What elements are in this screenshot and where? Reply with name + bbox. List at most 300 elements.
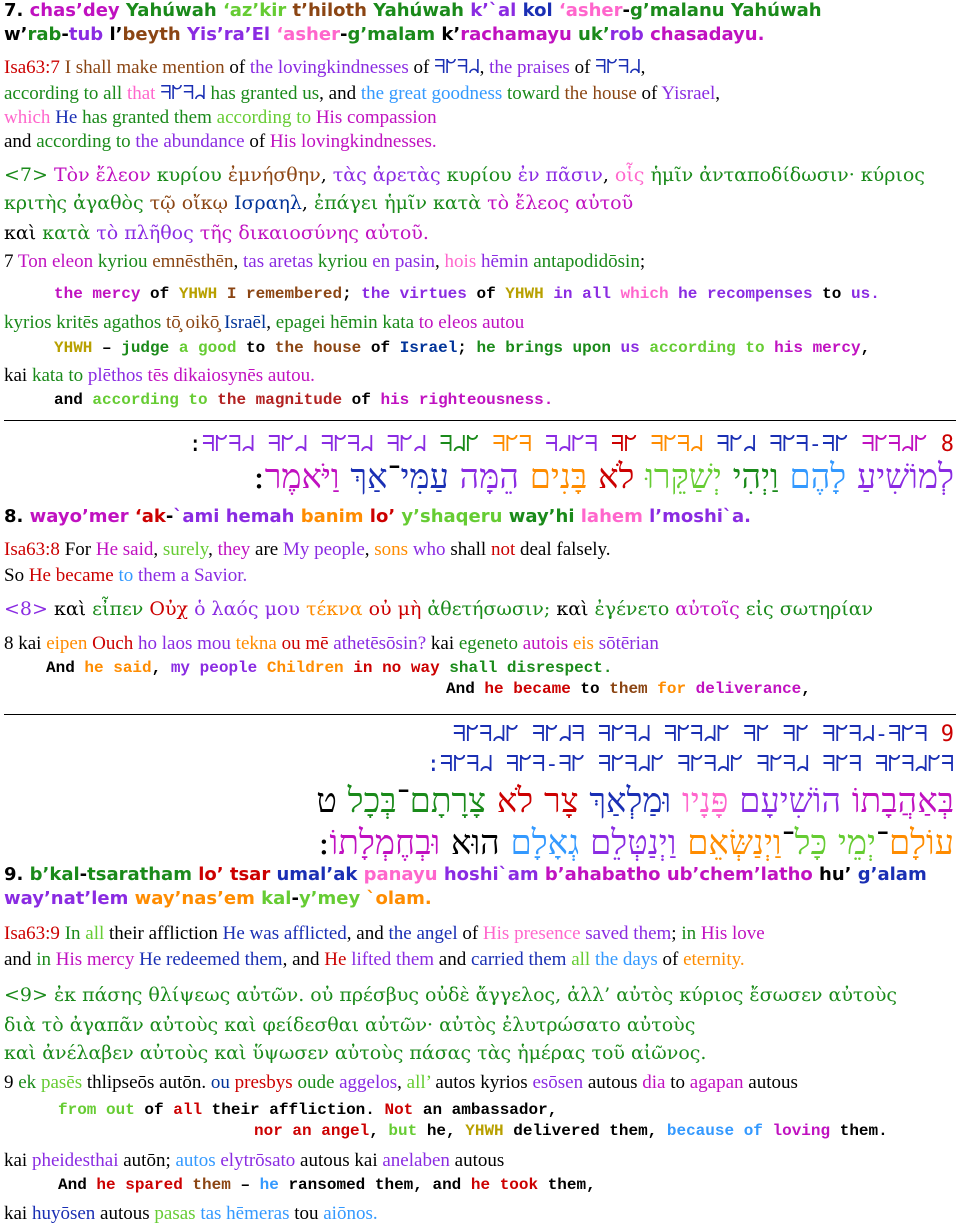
text-segment: וּבְחֶמְלָתוֹ	[329, 823, 441, 863]
text-segment: l’	[109, 24, 123, 45]
text-segment: eternity.	[683, 949, 745, 970]
text-segment: he	[259, 1176, 289, 1194]
text-segment: καὶ	[53, 598, 93, 620]
text-segment: –	[102, 339, 122, 357]
text-line-40	[4, 1204, 378, 1223]
text-segment: ἐπάγει ἡμῖν κατὰ	[314, 192, 488, 214]
text-segment: ᖷᖸᖹ ᖷᖸᖷ-ᖷᖸ	[716, 432, 862, 457]
text-segment: He was afflicted	[222, 923, 347, 944]
text-segment: t’hiloth	[292, 0, 374, 21]
text-line-0	[4, 2, 822, 20]
text-segment: hēmin	[330, 312, 383, 333]
text-segment: has granted us	[210, 83, 320, 104]
text-segment: kai	[18, 633, 47, 654]
text-segment: umal’ak	[276, 864, 364, 885]
text-segment: them.	[839, 1122, 888, 1140]
text-segment: ־	[781, 823, 795, 863]
text-segment: hēmin	[480, 251, 534, 272]
text-segment: ט	[316, 781, 337, 821]
text-segment: ou mē	[281, 633, 334, 654]
text-segment: YHWH	[178, 285, 227, 303]
text-segment: בָּנִים	[518, 457, 588, 497]
text-segment: וַיְנַשְּׂאֵם	[676, 823, 782, 863]
text-line-18	[4, 540, 611, 559]
text-segment: ,	[364, 539, 375, 560]
text-segment: וַיְנַטְּלֵם	[579, 823, 677, 863]
text-line-21	[4, 634, 659, 653]
text-segment: הוֹשִׁיעָם	[728, 781, 842, 821]
text-line-32	[4, 986, 897, 1005]
text-segment: are	[255, 539, 283, 560]
text-segment: from out	[58, 1101, 145, 1119]
text-segment: a good	[178, 339, 247, 357]
text-segment: And	[446, 680, 485, 698]
text-line-17	[4, 508, 751, 526]
text-segment: kata	[382, 312, 419, 333]
text-segment: way’hi	[508, 506, 581, 527]
text-segment: for	[657, 680, 696, 698]
text-segment: , and	[346, 923, 389, 944]
text-segment: καὶ	[556, 598, 595, 620]
text-line-27	[318, 823, 954, 863]
text-segment: His presence	[482, 923, 586, 944]
text-segment: ὁ λαός	[194, 598, 265, 620]
text-segment: tekna	[235, 633, 282, 654]
text-segment: ho laos	[138, 633, 198, 654]
text-segment: rachamayu	[460, 24, 579, 45]
text-segment: kai	[4, 365, 32, 386]
text-segment: καὶ	[4, 222, 43, 244]
text-segment: He	[139, 949, 166, 970]
text-segment: autous	[748, 1072, 798, 1093]
text-segment: עַמִּי	[400, 457, 449, 497]
text-segment: of	[370, 339, 400, 357]
text-segment: his righteousness.	[380, 391, 554, 409]
text-segment: he said	[84, 659, 152, 677]
text-line-9	[4, 252, 645, 271]
text-line-12	[54, 340, 870, 356]
text-segment: Israel	[399, 339, 458, 357]
text-segment: tsaratham	[87, 864, 199, 885]
text-segment: hemah	[225, 506, 301, 527]
text-segment: delivered them,	[513, 1122, 667, 1140]
text-line-20	[4, 600, 873, 619]
text-segment: autos	[175, 1150, 221, 1171]
text-segment: ᖷᖸᖷᖹ	[434, 57, 480, 78]
text-segment: ᖷᖸᖷᖹ	[650, 432, 717, 457]
text-segment: tsar	[229, 864, 277, 885]
text-segment: αὐτὸς ἐλυτρώσατο αὐτοὺς	[439, 1014, 696, 1036]
text-segment: ‘asher	[558, 0, 623, 21]
text-segment: And	[58, 1176, 97, 1194]
text-segment: –	[240, 1176, 260, 1194]
text-segment: us.	[850, 285, 880, 303]
text-segment: redeemed them	[166, 949, 283, 970]
text-segment: εἰς σωτηρίαν	[745, 598, 874, 620]
text-segment: to	[580, 680, 610, 698]
text-segment: καὶ φείδεσθαι αὐτῶν·	[224, 1014, 440, 1036]
text-segment: agathos	[103, 312, 167, 333]
text-line-29	[4, 890, 432, 908]
text-line-19	[4, 566, 247, 585]
text-segment: nor an angel	[254, 1122, 370, 1140]
text-segment: the lovingkindnesses	[249, 57, 414, 78]
text-segment: τῆς δικαιοσύνης αὐτοῦ.	[199, 222, 429, 244]
text-segment: My people	[282, 539, 365, 560]
text-segment: צָרָתָם	[409, 781, 487, 821]
divider-rule	[4, 420, 956, 421]
text-segment: 7	[4, 251, 18, 272]
text-segment: ,	[208, 539, 218, 560]
text-segment: lahem	[580, 506, 650, 527]
text-segment: mou	[197, 633, 236, 654]
text-line-31	[4, 950, 745, 969]
text-segment: has granted them	[82, 107, 217, 128]
text-segment: ,	[301, 192, 314, 214]
text-segment: the mercy	[54, 285, 151, 303]
text-segment: of	[144, 1101, 174, 1119]
text-segment: kyrios	[480, 1072, 533, 1093]
text-segment: :	[188, 432, 202, 457]
text-segment: them,	[547, 1176, 596, 1194]
text-segment: ,	[320, 164, 333, 186]
text-segment: but	[388, 1122, 427, 1140]
text-segment: Yahúwah	[125, 0, 223, 21]
text-segment: epagei	[275, 312, 331, 333]
text-segment: τὰς ἀρετὰς	[332, 164, 447, 186]
text-segment: ᖷᖸᖷᖹ	[160, 83, 211, 104]
text-segment: shall	[450, 539, 491, 560]
text-line-39	[58, 1177, 596, 1193]
text-segment: who	[412, 539, 451, 560]
text-segment: that	[126, 83, 161, 104]
text-segment: according to all	[4, 83, 127, 104]
text-segment: Yahúwah	[373, 0, 471, 21]
text-line-34	[4, 1044, 706, 1063]
text-segment: Israēl	[224, 312, 267, 333]
text-segment: ἡμῖν ἀνταποδίδωσιν·	[650, 164, 861, 186]
text-segment: -	[291, 888, 299, 909]
text-segment: YHWH	[465, 1122, 514, 1140]
text-segment: elytrōsato	[220, 1150, 301, 1171]
text-segment: ,	[397, 1072, 407, 1093]
text-segment: rab	[27, 24, 62, 45]
text-segment: the magnitude	[217, 391, 352, 409]
text-segment: ,	[640, 57, 646, 78]
text-segment: autos	[435, 1072, 481, 1093]
text-segment: hoshi`am	[443, 864, 545, 885]
text-segment: he,	[426, 1122, 466, 1140]
text-line-3	[4, 84, 720, 103]
text-line-8	[4, 224, 429, 243]
text-segment: He said	[95, 539, 154, 560]
text-segment: 9	[940, 722, 954, 747]
text-segment: οὐ πρέσβυς οὐδὲ ἄγγελος,	[310, 984, 568, 1006]
text-segment: uk’	[578, 24, 610, 45]
text-line-4	[4, 108, 437, 127]
text-segment: His mercy	[55, 949, 140, 970]
text-segment: plēthos	[87, 365, 148, 386]
text-segment: ᖷᖸᖷᖹᖸ ᖷᖸᖹᖷ ᖷᖸᖷᖹ ᖷᖸᖷᖹᖸ ᖷᖸ ᖷᖸ ᖷᖸᖷᖹ-ᖷᖸᖷ	[452, 722, 941, 747]
text-segment: rob	[609, 24, 651, 45]
text-segment: -	[622, 0, 630, 21]
text-segment: ־	[396, 781, 410, 821]
text-segment: sōtērian	[598, 633, 659, 654]
text-segment: they	[217, 539, 256, 560]
text-segment: loving	[772, 1122, 840, 1140]
text-segment: kai	[4, 1203, 32, 1224]
text-segment: according to	[216, 107, 316, 128]
text-segment: lo’	[369, 506, 402, 527]
text-segment: YHWH	[505, 285, 554, 303]
text-segment: לְמוֹשִׁיעַ	[846, 457, 954, 497]
text-segment: of	[462, 923, 483, 944]
text-segment: a Savior.	[180, 565, 248, 586]
text-segment: Yahúwah	[730, 0, 822, 21]
text-segment: carried them	[470, 949, 572, 970]
text-segment: And	[46, 659, 85, 677]
text-segment: all	[85, 923, 110, 944]
text-segment: k’	[441, 24, 461, 45]
text-segment: eis	[572, 633, 599, 654]
text-segment: to	[68, 365, 88, 386]
text-segment: κυρίου	[446, 164, 518, 186]
text-segment: his mercy	[774, 339, 861, 357]
text-segment: chasadayu.	[650, 24, 765, 45]
text-segment: deal falsely.	[519, 539, 611, 560]
text-segment: :	[318, 823, 330, 863]
text-segment: according to	[36, 131, 136, 152]
text-segment: κριτὴς ἀγαθὸς	[4, 192, 150, 214]
text-segment: all	[173, 1101, 212, 1119]
text-segment: way’nas’em	[134, 888, 262, 909]
text-segment: k’`al	[470, 0, 523, 21]
text-segment: kyriou	[97, 251, 153, 272]
text-segment: to	[822, 285, 851, 303]
text-segment: kai	[4, 1150, 32, 1171]
text-segment: tas aretas	[242, 251, 318, 272]
text-segment: emnēsthēn	[152, 251, 234, 272]
text-segment: in no way	[353, 659, 450, 677]
text-segment: Yis’ra’El	[186, 24, 277, 45]
text-segment: of	[249, 131, 270, 152]
text-segment: not	[490, 539, 520, 560]
text-segment: tēs dikaiosynēs autou.	[147, 365, 315, 386]
text-segment: huyōsen	[31, 1203, 101, 1224]
text-segment: athetēsōsin?	[333, 633, 431, 654]
text-segment: g’malanu	[630, 0, 731, 21]
text-segment: His compassion	[315, 107, 437, 128]
text-segment: g’alam	[857, 864, 927, 885]
text-segment: ,	[233, 251, 243, 272]
text-segment: לָהֶם	[778, 457, 847, 497]
text-segment: יְמֵי	[827, 823, 876, 863]
text-segment: us	[620, 339, 650, 357]
text-segment: -	[339, 24, 348, 45]
text-segment: Οὐχ	[149, 598, 195, 620]
text-segment: hu’	[819, 864, 858, 885]
text-segment: ,	[860, 339, 871, 357]
text-segment: Τὸν ἔλεον	[53, 164, 157, 186]
text-segment: ,	[479, 57, 490, 78]
text-segment: autōn;	[123, 1150, 176, 1171]
text-segment: , and	[319, 83, 361, 104]
text-segment: ᖷᖸᖷᖹ	[595, 57, 641, 78]
text-segment: Ton eleon	[17, 251, 98, 272]
text-segment: 9.	[4, 864, 30, 885]
text-segment: kata	[31, 365, 69, 386]
text-segment: the great goodness	[360, 83, 507, 104]
text-segment: presbys	[234, 1072, 298, 1093]
text-segment: αὐτοῖς	[675, 598, 746, 620]
text-segment: 7.	[4, 0, 30, 21]
text-segment: tas hēmeras	[200, 1203, 295, 1224]
text-segment: kritēs	[56, 312, 104, 333]
text-segment: Ouch	[92, 633, 139, 654]
text-segment: and	[54, 391, 93, 409]
text-segment: ;	[342, 285, 362, 303]
text-segment: וַיְהִי	[721, 457, 779, 497]
text-segment: διὰ τὸ ἀγαπᾶν αὐτοὺς	[4, 1014, 225, 1036]
text-segment: pheidesthai	[31, 1150, 124, 1171]
text-segment: Not	[384, 1101, 423, 1119]
text-segment: kyrios	[4, 312, 57, 333]
text-segment: 8	[4, 633, 19, 654]
text-segment: toward	[506, 83, 565, 104]
text-segment: en pasin	[372, 251, 436, 272]
text-line-23	[446, 681, 811, 697]
text-segment: Children	[266, 659, 354, 677]
text-segment: them	[192, 1176, 241, 1194]
text-segment: לֹא	[486, 781, 534, 821]
text-segment: `ami	[173, 506, 226, 527]
text-segment: beyth	[122, 24, 187, 45]
text-segment: autois	[522, 633, 573, 654]
text-segment: ‘az’kir	[222, 0, 293, 21]
text-segment: ‘asher	[276, 24, 340, 45]
text-segment: oude	[297, 1072, 340, 1093]
text-segment: judge	[121, 339, 179, 357]
text-segment: and	[4, 131, 37, 152]
text-line-13	[4, 366, 315, 385]
text-segment: kyriou	[317, 251, 373, 272]
text-segment: of	[641, 83, 662, 104]
text-segment: ,	[801, 680, 811, 698]
text-line-35	[4, 1073, 798, 1092]
text-segment: way’nat’lem	[4, 888, 135, 909]
text-segment: my people	[170, 659, 267, 677]
text-segment: ;	[639, 251, 646, 272]
text-segment: -	[79, 864, 88, 885]
text-segment: וּמַלְאַךְ	[578, 781, 672, 821]
text-segment: גְאָלָם	[499, 823, 580, 863]
text-segment: :ᖷᖸᖷᖹ ᖷᖸᖷ-ᖷᖸ ᖷᖸᖷᖹᖸ ᖷᖸᖷᖹᖸ ᖷᖸᖷᖹ ᖷᖸᖷ ᖷᖸᖷᖹᖸᖷ	[426, 752, 954, 777]
text-segment: deliverance	[695, 680, 802, 698]
text-segment: καὶ ἀνέλαβεν αὐτοὺς	[4, 1042, 215, 1064]
text-segment: <7>	[4, 164, 54, 186]
text-segment: because of	[666, 1122, 773, 1140]
text-segment: to	[670, 1072, 690, 1093]
text-segment: tou	[294, 1203, 324, 1224]
text-segment: ־	[387, 457, 401, 497]
text-segment: esōsen	[532, 1072, 588, 1093]
text-segment: τὸ πλῆθος	[96, 222, 200, 244]
text-segment: autous	[100, 1203, 155, 1224]
text-segment: according to	[92, 391, 218, 409]
text-segment: y’shaqeru	[401, 506, 509, 527]
text-line-25	[427, 754, 954, 776]
text-segment: ;	[457, 339, 477, 357]
text-segment: εἶπεν	[92, 598, 150, 620]
text-segment: κύριος	[860, 164, 925, 186]
text-segment: in all	[553, 285, 621, 303]
text-segment: ᖷᖹᖸ	[439, 432, 493, 457]
text-segment: them	[138, 565, 181, 586]
text-segment: which	[4, 107, 56, 128]
text-segment: lifted them	[351, 949, 439, 970]
text-segment: according to	[649, 339, 775, 357]
text-segment: of	[662, 949, 684, 970]
text-segment: antapodidōsin	[533, 251, 640, 272]
text-segment: panayu	[363, 864, 444, 885]
text-segment: בְּאַהֲבָתוֹ	[841, 781, 954, 821]
text-segment: לֹא	[587, 457, 635, 497]
text-segment: to	[246, 339, 275, 357]
text-segment: YHWH	[54, 339, 103, 357]
text-segment: the virtues	[361, 285, 477, 303]
text-segment: b’ahabatho	[544, 864, 667, 885]
text-segment: he took	[470, 1176, 548, 1194]
text-segment: Yisrael	[661, 83, 716, 104]
text-segment: pasas	[154, 1203, 201, 1224]
text-segment: an ambassador,	[422, 1101, 558, 1119]
text-line-30	[4, 924, 765, 943]
text-segment: tō̧ oikō̧	[166, 312, 225, 333]
text-segment: kai	[354, 1150, 383, 1171]
text-segment: of	[229, 57, 250, 78]
text-segment: surely	[162, 539, 209, 560]
text-line-5	[4, 132, 437, 151]
text-segment: ,	[602, 164, 615, 186]
text-segment: in	[681, 923, 701, 944]
text-segment: 8.	[4, 506, 30, 527]
text-segment: For	[64, 539, 96, 560]
text-line-10	[54, 286, 880, 302]
text-segment: He became	[28, 565, 119, 586]
text-segment: the abundance	[135, 131, 250, 152]
text-segment: w’	[4, 24, 28, 45]
text-segment: tub	[68, 24, 110, 45]
text-segment: , and	[282, 949, 325, 970]
text-segment: צָר	[533, 781, 579, 821]
text-segment: 9	[4, 1072, 19, 1093]
text-segment: יְשַׁקֵּרוּ	[634, 457, 722, 497]
text-segment: the angel	[388, 923, 463, 944]
text-segment: :	[253, 457, 265, 497]
text-segment: which	[620, 285, 679, 303]
text-segment: ,	[153, 539, 163, 560]
text-segment: he became	[484, 680, 581, 698]
text-segment: autous	[587, 1072, 643, 1093]
text-segment: anelaben	[382, 1150, 455, 1171]
text-segment: of	[476, 285, 506, 303]
text-segment: to eleos autou	[418, 312, 525, 333]
text-segment: kol	[522, 0, 559, 21]
text-line-15	[189, 434, 954, 456]
text-segment: I remembered	[226, 285, 343, 303]
text-segment: Isa63:8	[4, 539, 65, 560]
text-segment: His lovingkindnesses.	[269, 131, 437, 152]
